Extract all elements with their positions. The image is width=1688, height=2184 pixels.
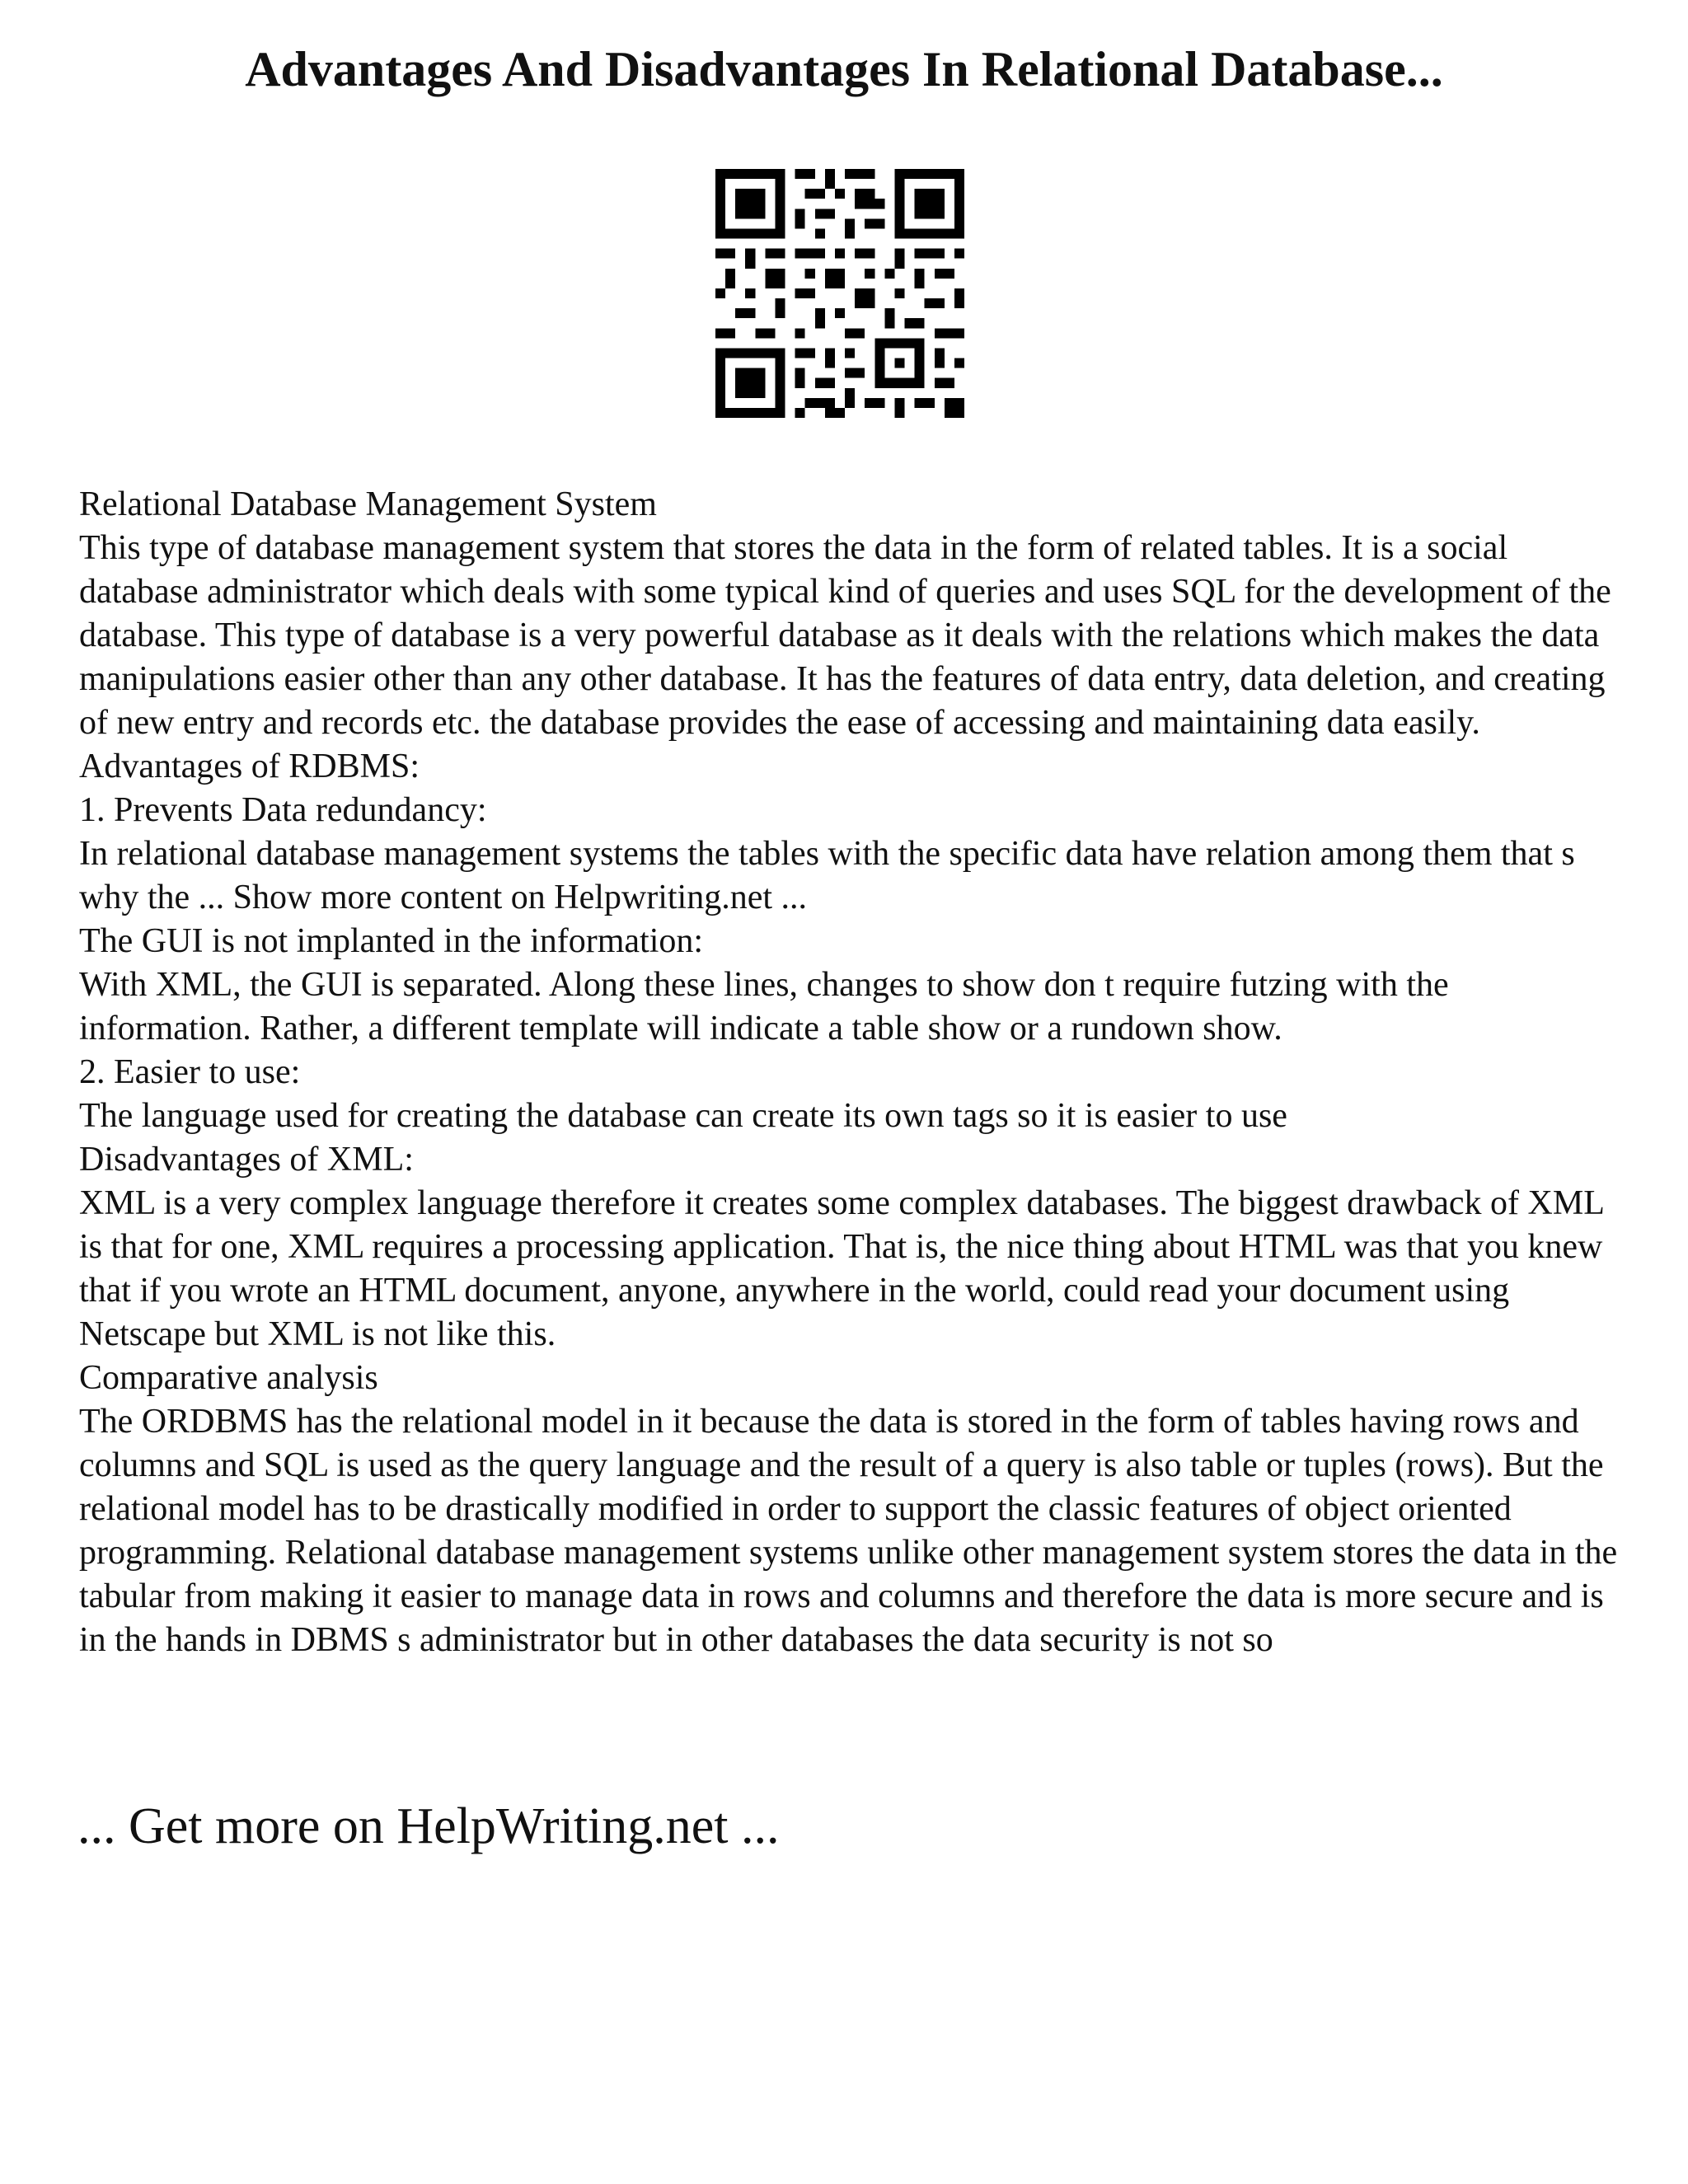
paragraph-gui: With XML, the GUI is separated. Along these lines, changes to show don t require futzing with the information. Rather, a different template will indicate a table show or a rundown show. bbox=[79, 966, 1449, 1047]
section-heading-comparative: Comparative analysis bbox=[79, 1359, 378, 1397]
section-heading-gui: The GUI is not implanted in the information: bbox=[79, 922, 704, 960]
paragraph-redundancy: In relational database management systems the tables with the specific data have relation among them that s why the ... Show more content on Helpwriting.net ... bbox=[79, 835, 1575, 916]
qr-code-icon bbox=[715, 169, 964, 418]
page-title: Advantages And Disadvantages In Relational Database... bbox=[245, 42, 1443, 96]
paragraph-comparative: The ORDBMS has the relational model in it because the data is stored in the form of tables having rows and columns and SQL is used as the query language and the result of a query is also table or tuples (rows). But the relational model has to be drastically modified in order to support the classic features of object oriented programming. Relational database management systems unlike other management system stores the data in the tabular from making it easier to manage data in rows and columns and therefore the data is more secure and is in the hands in DBMS s administrator but in other databases the data security is not so bbox=[79, 1403, 1618, 1659]
list-item-easier-to-use: 2. Easier to use: bbox=[79, 1053, 301, 1091]
paragraph-rdbms-intro: This type of database management system that stores the data in the form of related tables. It is a social database administrator which deals with some typical kind of queries and uses SQL for the development of the database. This type of database is a very powerful database as it deals with the relations which makes the data manipulations easier other than any other database. It has the features of data entry, data deletion, and creating of new entry and records etc. the database provides the ease of accessing and maintaining data easily. bbox=[79, 529, 1611, 742]
qr-code-graphic bbox=[715, 169, 964, 418]
section-heading-advantages: Advantages of RDBMS: bbox=[79, 748, 420, 785]
section-heading-disadvantages: Disadvantages of XML: bbox=[79, 1141, 414, 1179]
paragraph-easier-to-use: The language used for creating the database can create its own tags so it is easier to use bbox=[79, 1097, 1287, 1135]
section-heading-rdbms: Relational Database Management System bbox=[79, 485, 657, 523]
list-item-prevents-redundancy: 1. Prevents Data redundancy: bbox=[79, 791, 487, 829]
paragraph-xml-disadvantages: XML is a very complex language therefore it creates some complex databases. The biggest drawback of XML is that for one, XML requires a processing application. That is, the nice thing about HTML was that you knew that if you wrote an HTML document, anyone, anywhere in the world, could read your document using Netscape but XML is not like this. bbox=[79, 1184, 1604, 1353]
article-body bbox=[79, 483, 1629, 1662]
get-more-link[interactable]: ... Get more on HelpWriting.net ... bbox=[77, 1798, 780, 1854]
